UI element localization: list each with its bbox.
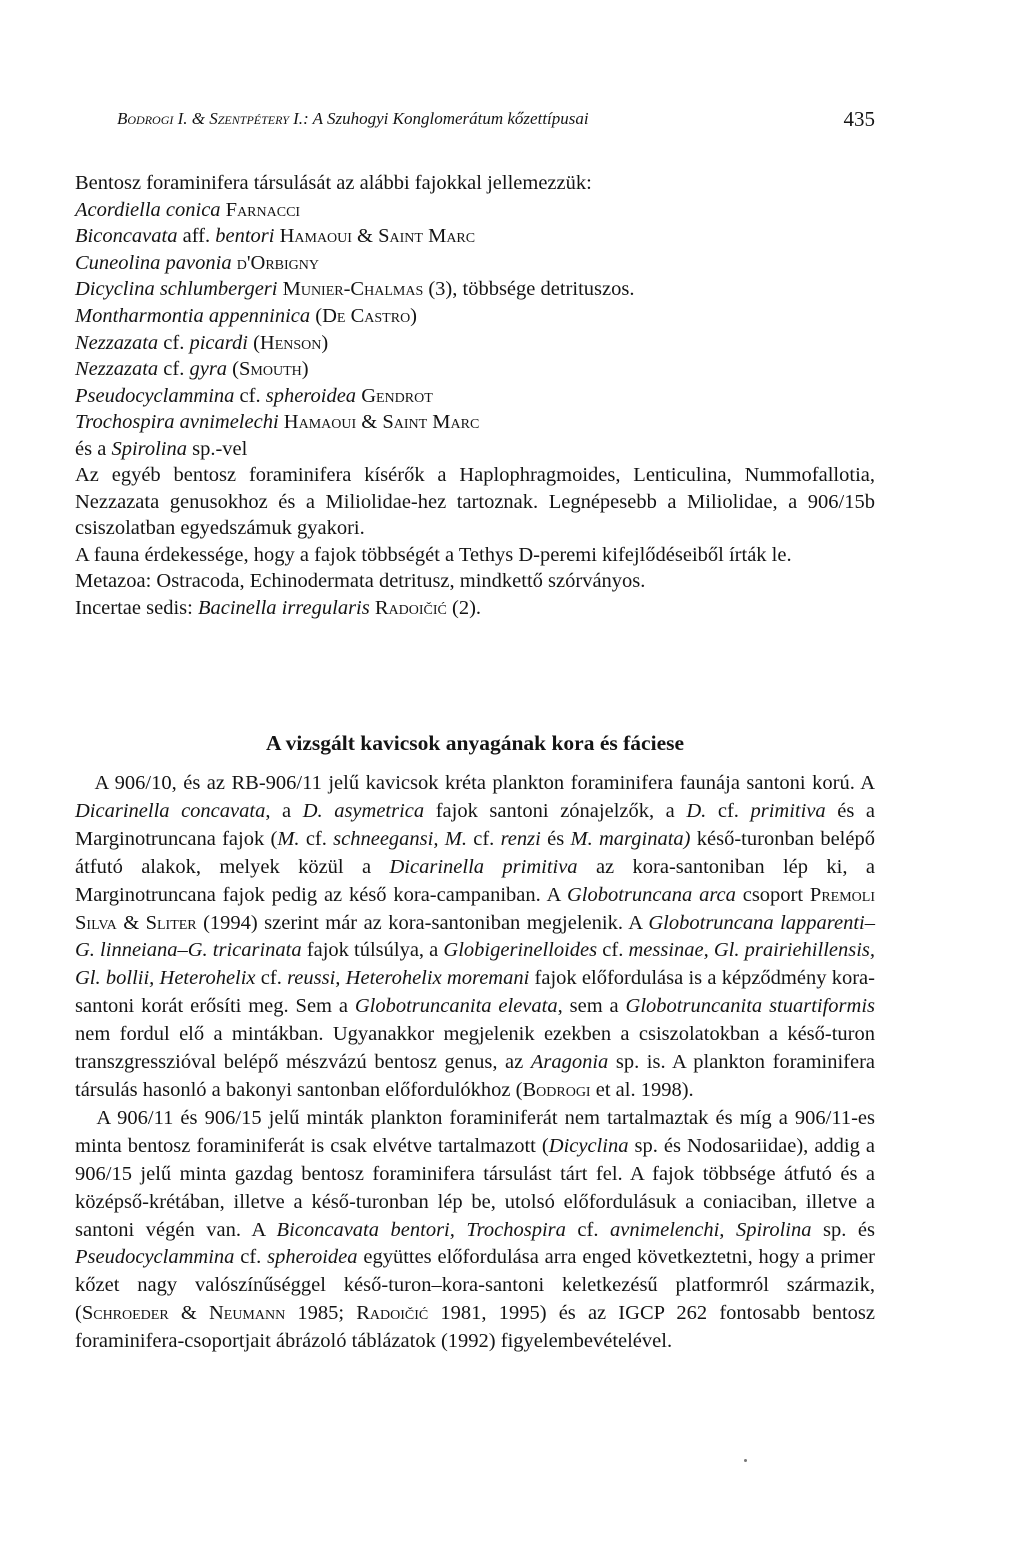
taxon: Globotruncanita stuartiformis: [625, 995, 876, 1018]
taxon: Globigerinelloides: [443, 939, 598, 962]
text-run: cf.: [255, 967, 288, 990]
species-entry: [75, 250, 875, 277]
closing-pre: és a: [75, 437, 112, 460]
running-head: [117, 104, 875, 134]
species-epithet: spheroidea: [265, 384, 357, 407]
species-author: Hamaoui & Saint Marc: [279, 225, 476, 248]
para1-line4: [75, 595, 875, 622]
text-run: fajok santoni zónajelzők, a: [424, 799, 687, 822]
species-entry: [75, 197, 875, 224]
paragraph-plankton: [75, 770, 875, 1356]
taxon: Globotruncanita elevata: [354, 995, 558, 1018]
species-author: Gendrot: [361, 384, 433, 407]
paragraph-accompanying-fauna: [75, 462, 875, 621]
taxon: Globotruncana lapparenti–G. linneiana–G. tricarinata: [75, 911, 875, 962]
text-run: 1985;: [285, 1302, 357, 1325]
species-entry: [75, 356, 875, 383]
species-name: Acordiella conica: [75, 198, 221, 221]
species-author: Hamaoui & Saint Marc: [283, 411, 480, 434]
species-epithet: gyra: [189, 358, 228, 381]
taxon: Pseudocyclammina: [75, 1246, 235, 1269]
taxon: M. marginata): [570, 827, 691, 850]
taxon: Dicyclina: [548, 1134, 629, 1157]
taxon: renzi: [500, 827, 541, 850]
taxon: Biconcavata bentori, Trochospira: [276, 1218, 566, 1241]
species-qualifier: aff.: [177, 225, 216, 248]
species-entry: [75, 383, 875, 410]
citation-author: Radoičić: [356, 1302, 429, 1325]
text-run: és a Marginotruncana fajok (: [75, 799, 875, 850]
species-name: Biconcavata: [75, 225, 178, 248]
text-run: késő-turonban belépő átfutó alakok, melyek közül a: [75, 827, 875, 878]
species-name: Dicyclina schlumbergeri: [75, 278, 278, 301]
text-run: A 906/10, és az RB-906/11 jelű kavicsok kréta plankton foraminifera faunája santoni korú. A: [94, 772, 875, 794]
taxon: Globotruncana arca: [566, 883, 736, 906]
species-epithet: picardi: [189, 331, 248, 354]
text-run: nem fordul elő a mintákban. Ugyanakkor megjelenik ezekben a csiszolatokban a késő-turon transzgresszióval belépő mészvázú bentosz genus, az: [75, 1023, 875, 1074]
taxon: messinae, Gl. prairiehillensis, Gl. bollii, Heterohelix: [75, 939, 876, 990]
para1-line2: A fauna érdekessége, hogy a fajok többségét a Tethys D-peremi kifejlődéseiből írták le.: [75, 543, 792, 566]
section-heading: A vizsgált kavicsok anyagának kora és fáciese: [265, 731, 685, 755]
text-run: cf.: [597, 939, 629, 962]
species-entry: [75, 409, 875, 436]
para1-line1: Az egyéb bentosz foraminifera kísérők a Haplophragmoides, Lenticulina, Nummofallotia, Nezzazata genusokhoz és a Miliolidae-hez tartoznak. Legnépesebb a Miliolidae, a 906/15b csiszolatban egyedszámuk gyakori.: [75, 464, 875, 539]
text-run: sp. és Nodosariidae), addig a 906/15 jelű minta gazdag bentosz foraminifera társulást tárt fel. A fajok többsége átfutó és a középső-krétában, illetve a késő-turonban lép be, utolsó előfordulásuk a coniaciban, illetve a santoni végén van. A: [75, 1134, 876, 1241]
text-run: (1994) szerint már az kora-santoniban megjelenik. A: [196, 911, 649, 934]
species-rows: [75, 197, 875, 436]
text-run: cf.: [234, 1246, 268, 1269]
species-entry: [75, 330, 875, 357]
species-author: d'Orbigny: [236, 251, 319, 274]
running-title: [117, 104, 589, 134]
l4-author: Radoičić: [374, 596, 447, 619]
text-run: és: [540, 827, 571, 850]
species-author: (De Castro): [315, 304, 418, 327]
text-run: cf.: [466, 827, 501, 850]
para2: [75, 770, 875, 1105]
species-author: Munier-Chalmas: [282, 278, 424, 301]
taxon: Dicarinella concavata: [75, 799, 266, 822]
species-name: Nezzazata: [75, 331, 159, 354]
header-authors: Bodrogi I. & Szentpétery I.: [117, 109, 304, 128]
text-run: cf.: [299, 827, 334, 850]
species-name: Montharmontia appenninica: [75, 304, 311, 327]
species-author: Farnacci: [225, 198, 301, 221]
species-list: [75, 170, 875, 463]
scan-speck: [744, 1459, 747, 1462]
text-run: sp. és: [811, 1218, 875, 1241]
text-run: együttes előfordulása arra enged következtetni, hogy a primer kőzet nagy valószínűséggel késő-turon–kora-santoni keletkezésű platformról származik, (: [75, 1246, 875, 1325]
species-note: (3), többsége detrituszos.: [423, 278, 635, 301]
species-name: Trochospira avnimelechi: [75, 411, 279, 434]
text-run: 1981, 1995) és az IGCP 262 fontosabb bentosz foraminifera-csoportjait ábrázoló táblázatok (1992) figyelembevételével.: [75, 1302, 875, 1353]
species-name: Nezzazata: [75, 358, 159, 381]
species-name: Cuneolina pavonia: [75, 251, 232, 274]
species-qualifier: cf.: [158, 358, 190, 381]
taxon: reussi, Heterohelix moremani: [287, 967, 530, 990]
text-run: csoport: [735, 883, 810, 906]
header-separator: :: [303, 109, 313, 128]
species-qualifier: cf.: [234, 384, 266, 407]
closing-post: sp.-vel: [187, 437, 248, 460]
closing-genus: Spirolina: [111, 437, 187, 460]
taxon: spheroidea: [267, 1246, 358, 1269]
text-run: , sem a: [557, 995, 626, 1018]
taxon: primitiva: [750, 799, 826, 822]
species-author: (Henson): [253, 331, 329, 354]
citation-author: Bodrogi: [522, 1078, 591, 1101]
taxon: D.: [686, 799, 707, 822]
header-title: A Szuhogyi Konglomerátum kőzettípusai: [312, 109, 589, 128]
species-name: Pseudocyclammina: [75, 384, 235, 407]
text-run: cf.: [565, 1218, 610, 1241]
species-entry: [75, 303, 875, 330]
taxon: M.: [277, 827, 300, 850]
species-qualifier: cf.: [158, 331, 190, 354]
list-intro: Bentosz foraminifera társulását az alábbi fajokkal jellemezzük:: [75, 172, 592, 194]
l4-species: Bacinella irregularis: [197, 596, 370, 619]
species-entry: [75, 223, 875, 250]
citation-author: Premoli Silva & Sliter: [75, 883, 875, 934]
species-epithet: bentori: [215, 225, 275, 248]
text-run: az kora-santoniban lép ki, a Marginotruncana fajok pedig az késő kora-campaniban. A: [75, 855, 875, 906]
taxon: D. asymetrica: [302, 799, 425, 822]
l4-pre: Incertae sedis:: [75, 596, 198, 619]
para3: [75, 1105, 875, 1356]
page-number: 435: [843, 107, 875, 131]
taxon: schneegansi, M.: [333, 827, 467, 850]
text-run: A 906/11 és 906/15 jelű minták plankton foraminiferát nem tartalmaztak és míg a 906/11-es minta bentosz foraminiferát is csak elvétve tartalmazott (: [75, 1106, 875, 1157]
text-run: fajok előfordulása is a képződmény kora-santoni korát erősíti meg. Sem a: [75, 967, 875, 1018]
text-run: fajok túlsúlya, a: [301, 939, 444, 962]
list-closing: [75, 436, 875, 463]
text-run: cf.: [706, 799, 751, 822]
species-entry: [75, 276, 875, 303]
text-run: , a: [265, 799, 303, 822]
text-run: et al. 1998).: [590, 1078, 694, 1101]
taxon: avnimelenchi, Spirolina: [610, 1218, 812, 1241]
taxon: Aragonia: [530, 1051, 609, 1074]
species-author: (Smouth): [232, 358, 309, 381]
l4-post: (2).: [446, 596, 482, 619]
taxon: Dicarinella primitiva: [389, 855, 578, 878]
para1-line3: Metazoa: Ostracoda, Echinodermata detritusz, mindkettő szórványos.: [75, 570, 646, 592]
text-run: sp. is. A plankton foraminifera társulás hasonló a bakonyi santonban előfordulókhoz (: [75, 1051, 876, 1101]
citation-author: Schroeder & Neumann: [81, 1302, 286, 1325]
